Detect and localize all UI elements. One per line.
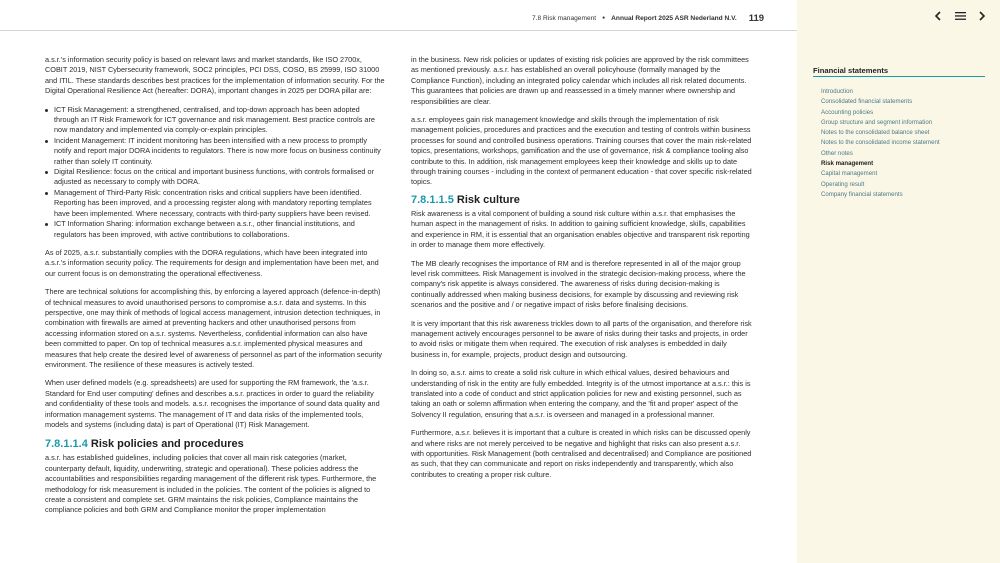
page-navigation: [927, 8, 993, 24]
paragraph: a.s.r.'s information security policy is based on relevant laws and market standards, like ISO 2700x, COBIT 2019, NIST Cybersecurity framework, SOC2 principles, PCI DSS, COSO, BS 25999, ISO 31000 and ITIL. These standards describes best practices for the implementation of information security. For the Digital Operational Resilience Act (hereafter: DORA), important changes in 2025 per DORA pillar are:: [45, 55, 385, 96]
paragraph: As of 2025, a.s.r. substantially complies with the DORA regulations, which have been integrated into a.s.r.'s information security policy. The requirements for design and implementation have been met, and our current focus is on demonstrating the operational effectiveness.: [45, 247, 379, 278]
right-column: [411, 55, 752, 488]
separator-icon: ●: [602, 15, 606, 21]
page-header: [532, 10, 764, 26]
header-divider: [0, 30, 797, 31]
sidebar-item-consolidated-financial-statements[interactable]: Consolidated financial statements: [821, 98, 913, 106]
list-item: ICT Information Sharing: information exchange between a.s.r., other financial institutions, and regulators has been improved, with active contributions to collaborations.: [54, 219, 385, 240]
heading-title: Risk culture: [456, 193, 520, 206]
paragraph: When user defined models (e.g. spreadsheets) are used for supporting the RM framework, the 'a.s.r. Standard for End user computing' defines and describes a.s.r. practices in order to guard the reliability and confidentiality of these tools and models. a.s.r. recognises the importance of sound data quality and information management systems. The management of IT and data risks of the implemented tools, models and systems (including data) is part of Operational (IT) Risk Management.: [45, 378, 380, 429]
report-title: Annual Report 2025 ASR Nederland N.V.: [611, 14, 737, 22]
paragraph: There are technical solutions for accomplishing this, by enforcing a layered approach (defence-in-depth) of technical measures to avoid unauthorised persons to compromise a.s.r. data and systems. In this perspective, one may think of methods of logical access management, intrusion detection techniques, in combination with firewalls are aimed at preventing hackers and other unauthorised persons from accessing information stored on a.s.r. systems. Nevertheless, confidential information can also have been committed to paper. On top of technical measures a.s.r. implemented physical measures and measures that help create the desired level of awareness of personnel as part of the information security environment. The resilience of these measures is actively tested.: [45, 287, 383, 369]
left-column: [45, 55, 385, 524]
paragraph: a.s.r. employees gain risk management knowledge and skills through the implementation of risk management policies, procedures and practices and the execution and testing of controls within business processes for sound and controlled business operations. Training courses that cover the main risk-related topics, presentations, workshops, gamification and the use of governance, risk & compliance tooling also contribute to this. In addition, risk management employees keep their knowledge and skills up to date through training courses - including in the context of permanent education - that cover specific risk-related topics.: [411, 115, 752, 187]
sidebar-item-capital-management[interactable]: Capital management: [821, 170, 878, 178]
sidebar-divider: [813, 76, 985, 77]
paragraph: Risk awareness is a vital component of building a sound risk culture within a.s.r. that emphasises the human aspect in the management of risks. In addition to gaining sufficient knowledge, skills, capabilities and experience in RM, it is essential that an organisation enables objective and transparent risk reporting in order to manage them more effectively.: [411, 208, 750, 250]
list-item: Digital Resilience: focus on the critical and important business functions, with controls formalised or adjusted as necessary to comply with DORA.: [54, 167, 385, 188]
list-item: Management of Third-Party Risk: concentration risks and critical suppliers have been identified. Reporting has been improved, and a processing register along with mandatory reporting templates have been implemented. Where necessary, contracts with third-party suppliers have been revised.: [54, 188, 385, 219]
section-heading: [45, 438, 385, 451]
sidebar-title: Financial statements: [813, 66, 889, 75]
section-heading: [411, 194, 752, 207]
paragraph: The MB clearly recognises the importance of RM and is therefore represented in all of the major group level risk committees. Risk Management is involved in the strategic decision-making process, where the company's risk appetite is always considered. The awareness of risks during decision-making is continually addressed when making business decisions, for example by discussing and reviewing risk scenarios and the positive and / or negative impact of risks before finalising decisions.: [411, 258, 746, 310]
paragraph: It is very important that this risk awareness trickles down to all parts of the organisation, and therefore risk management actively encourages personnel to be aware of risks during their tasks and projects, in order to avoid risks or mitigate them when required. The execution of risk analyses is embedded in daily business in, for example, projects, product design and outsourcing.: [411, 318, 752, 359]
sidebar-item-notes-income-statement[interactable]: Notes to the consolidated income statement: [821, 139, 940, 147]
chevron-right-icon[interactable]: [971, 8, 993, 24]
paragraph: In doing so, a.s.r. aims to create a solid risk culture in which ethical values, desired behaviours and understanding of risk in the entity are fully embedded. Integrity is of the utmost importance at a.s.r.: this is translated into a code of conduct and strict application policies for new and existing personnel, such as taking an oath or solemn affirmation when entering the company, and the 'fit and proper' aspect of the Solvency II regulation, ensuring that a.s.r. is overseen and managed in a professional manner.: [411, 368, 751, 419]
sidebar-item-operating-result[interactable]: Operating result: [821, 180, 865, 188]
sidebar-item-introduction[interactable]: Introduction: [821, 88, 853, 95]
sidebar-item-group-structure[interactable]: Group structure and segment information: [821, 118, 933, 126]
sidebar-item-company-financial-statements[interactable]: Company financial statements: [821, 190, 903, 198]
sidebar: [797, 0, 1000, 563]
list-item: Incident Management: IT incident monitoring has been intensified with a new process to promptly notify and report major DORA incidents to regulators. There is now more focus on business continuity rather than solely IT continuity.: [54, 136, 385, 167]
sidebar-menu: [821, 87, 940, 200]
paragraph: in the business. New risk policies or updates of existing risk policies are approved by the risk committees as mentioned previously. a.s.r. has established an overall policyhouse (formally managed by the Compliance Function), including an integrated policy calendar which includes all risk related documents. This guarantees that policies are drawn up and reassessed in a timely manner where ownership and responsibilities are clear.: [411, 55, 749, 106]
sidebar-item-other-notes[interactable]: Other notes: [821, 149, 853, 157]
heading-number: 7.8.1.1.5: [411, 193, 454, 206]
paragraph: a.s.r. has established guidelines, including policies that cover all main risk categories (market, counterparty default, liquidity, underwriting, strategic and operational). These policies address the accountabilities and responsibilities regarding management of the different risk types. Furthermore, the methodology for risk measurement is included in the policies. The content of the policies is aligned to create a consistent and complete set. GRM maintains the risk policies, Compliance maintains the compliance policies and both GRM and Compliance monitor the proper implementation: [45, 453, 377, 515]
section-label: 7.8 Risk management: [532, 14, 597, 22]
page-number: 119: [748, 12, 765, 24]
sidebar-item-notes-balance-sheet[interactable]: Notes to the consolidated balance sheet: [821, 129, 930, 137]
heading-number: 7.8.1.1.4: [45, 438, 88, 451]
paragraph: Furthermore, a.s.r. believes it is important that a culture is created in which risks can be discussed openly and where risks are not merely perceived to be negative and highlight that risks can also present a.s.r. with opportunities. Risk Management (both centralised and decentralised) and Compliance are positioned as such, that they can communicate and report on risks independently and transparently, which also contributes to creating a proper risk culture.: [411, 428, 752, 479]
dora-pillar-list: [45, 105, 385, 240]
heading-title: Risk policies and procedures: [90, 438, 244, 451]
sidebar-item-risk-management[interactable]: Risk management: [821, 160, 874, 168]
list-item: ICT Risk Management: a strengthened, centralised, and top-down approach has been adopted through an IT Risk Framework for ICT governance and risk management. Best practice controls are now mandatory and implemented via comply-or-explain principles.: [54, 105, 385, 136]
sidebar-item-accounting-policies[interactable]: Accounting policies: [821, 108, 874, 116]
menu-icon[interactable]: [949, 8, 971, 24]
chevron-left-icon[interactable]: [927, 8, 949, 24]
